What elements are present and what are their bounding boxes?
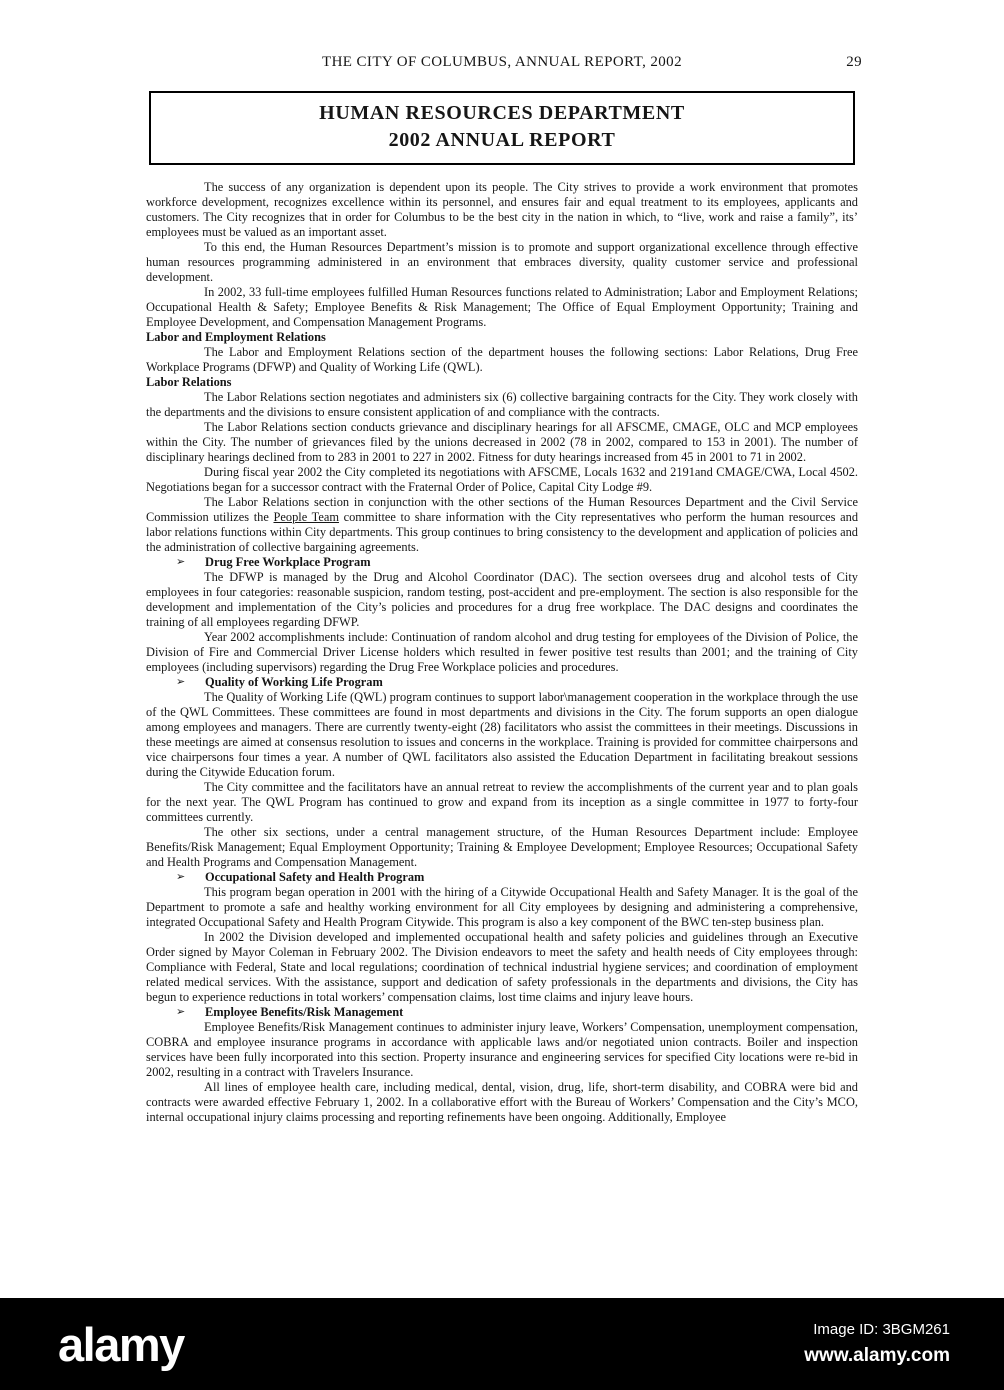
image-id: Image ID: 3BGM261 bbox=[813, 1321, 950, 1338]
section-heading: Labor and Employment Relations bbox=[146, 330, 326, 344]
underlined-text: People Team bbox=[273, 510, 339, 524]
paragraph: The City committee and the facilitators have an annual retreat to review the accomplishments of the current year and to plan goals for the next year. The QWL Program has continued to grow and expand from its inception as a single committee in 1977 to forty-four committees currently. bbox=[146, 780, 858, 824]
bullet-heading-label: Quality of Working Life Program bbox=[205, 675, 383, 689]
text-run: committee to share information with the City representatives who perform the human resources and labor relations functions within City departments. This group continues to bring consistency to the development and application of policies and the administration of collective bargaining agreements. bbox=[146, 510, 859, 554]
paragraph: During fiscal year 2002 the City completed its negotiations with AFSCME, Locals 1632 and 2191and CMAGE/CWA, Local 4502. Negotiations began for a successor contract with the Fraternal Order of Police, Capital City Lodge #9. bbox=[146, 465, 858, 494]
bullet-heading-label: Employee Benefits/Risk Management bbox=[205, 1005, 404, 1019]
bullet-heading bbox=[146, 555, 858, 570]
paragraph: In 2002, 33 full-time employees fulfilled Human Resources functions related to Administration; Labor and Employment Relations; Occupational Health & Safety; Employee Benefits & Risk Management; The Office of Equal Employment Opportunity; Training and Employee Development, and Compensation Management Programs. bbox=[146, 285, 858, 329]
paragraph: To this end, the Human Resources Department’s mission is to promote and support organizational excellence through effective human resources programming administered in an environment that embraces diversity, quality customer service and professional development. bbox=[146, 240, 858, 284]
bullet-heading-label: Occupational Safety and Health Program bbox=[205, 870, 425, 884]
paragraph: All lines of employee health care, including medical, dental, vision, drug, life, short-term disability, and COBRA were bid and contracts were awarded effective February 1, 2002. In a collaborative effort with the Bureau of Workers’ Compensation and the City’s MCO, internal occupational injury claims processing and reporting refinements have been ongoing. Additionally, Employee bbox=[146, 1080, 858, 1124]
paragraph bbox=[146, 495, 858, 555]
paragraph: Year 2002 accomplishments include: Continuation of random alcohol and drug testing for employees of the Division of Police, the Division of Fire and Commercial Driver License holders which resulted in fewer positive test results than 2001; and the training of City employees (including supervisors) regarding the Drug Free Workplace policies and procedures. bbox=[146, 630, 858, 674]
paragraph: The DFWP is managed by the Drug and Alcohol Coordinator (DAC). The section oversees drug and alcohol tests of City employees in four categories: reasonable suspicion, random testing, post-accident and pre-employment. The section is also responsible for the development and implementation of the City’s policies and procedures for a drug free workplace. The DAC designs and coordinates the training of all employees regarding DFWP. bbox=[146, 570, 858, 629]
paragraph: The Labor and Employment Relations section of the department houses the following sections: Labor Relations, Drug Free Workplace Programs (DFWP) and Quality of Working Life (QWL). bbox=[146, 345, 858, 374]
bullet-arrow-icon: ➢ bbox=[176, 676, 186, 688]
bullet-arrow-icon: ➢ bbox=[176, 1006, 186, 1018]
report-title-line1: HUMAN RESOURCES DEPARTMENT bbox=[319, 102, 685, 124]
bullet-arrow-icon: ➢ bbox=[176, 871, 186, 883]
paragraph: The Labor Relations section conducts grievance and disciplinary hearings for all AFSCME, CMAGE, OLC and MCP employees within the City. The number of grievances filed by the unions decreased in 2002 (78 in 2002, compared to 153 in 2001). The number of disciplinary hearings declined from to 283 in 2001 to 227 in 2002. Fitness for duty hearings increased from 45 in 2001 to 71 in 2002. bbox=[146, 420, 858, 464]
page-header bbox=[0, 0, 1004, 71]
paragraph: Employee Benefits/Risk Management continues to administer injury leave, Workers’ Compensation, unemployment compensation, COBRA and employee insurance programs in accordance with applicable laws and/or negotiated union contracts. Boiler and inspection services have been fully incorporated into this section. Property insurance and engineering services for specified City locations were re-bid in 2002, resulting in a contract with Travelers Insurance. bbox=[146, 1020, 858, 1079]
document-body bbox=[146, 180, 858, 1125]
page-number: 29 bbox=[846, 54, 862, 70]
paragraph: The Labor Relations section negotiates and administers six (6) collective bargaining contracts for the City. They work closely with the departments and the divisions to ensure consistent application of and compliance with the contracts. bbox=[146, 390, 858, 419]
paragraph: The other six sections, under a central management structure, of the Human Resources Department include: Employee Benefits/Risk Management; Equal Employment Opportunity; Training & Employee Development; Employee Resources; Occupational Safety and Health Programs and Compensation Management. bbox=[146, 825, 858, 869]
alamy-watermark-bar bbox=[0, 1298, 1004, 1390]
bullet-heading bbox=[146, 1005, 858, 1020]
paragraph: In 2002 the Division developed and implemented occupational health and safety policies and guidelines through an Executive Order signed by Mayor Coleman in February 2002. The Division endeavors to meet the safety and health needs of City employees through: Compliance with Federal, State and local regulations; coordination of technical industrial hygiene services; and coordination of employment related medical services. With the assistance, support and dedication of safety professionals in the departments and divisions, the City has begun to experience reductions in total workers’ compensation claims, lost time claims and injury leave hours. bbox=[146, 930, 858, 1004]
header-title: THE CITY OF COLUMBUS, ANNUAL REPORT, 2002 bbox=[322, 54, 682, 70]
paragraph: The success of any organization is dependent upon its people. The City strives to provide a work environment that promotes workforce development, recognizes excellence within its personnel, and ensures fair and equal treatment to its employees, applicants and customers. The City recognizes that in order for Columbus to be the best city in the nation in which, to “live, work and raise a family”, its’ employees must be valued as an important asset. bbox=[146, 180, 858, 239]
report-title-line2: 2002 ANNUAL REPORT bbox=[388, 129, 616, 151]
bullet-heading-label: Drug Free Workplace Program bbox=[205, 555, 371, 569]
section-heading: Labor Relations bbox=[146, 375, 232, 389]
text-run: The Labor Relations section in conjunction with the other sections of the Human Resources Department and the Civil Service Commission utilizes the bbox=[146, 495, 858, 524]
title-box bbox=[149, 91, 855, 165]
alamy-url: www.alamy.com bbox=[804, 1345, 950, 1366]
paragraph: The Quality of Working Life (QWL) program continues to support labor\management cooperation in the workplace through the use of the QWL Committees. These committees are found in most departments and divisions in the City. The forum supports an open dialogue among employees and managers. There are currently twenty-eight (28) facilitators who assist the committees in their meetings. Discussions in these meetings are aimed at consensus resolution to issues and concerns in the workplace. Training is provided for committee chairpersons and vice chairpersons four times a year. A number of QWL facilitators also assisted the Education Department in facilitating breakout sessions during the Citywide Education forum. bbox=[146, 690, 858, 779]
bullet-arrow-icon: ➢ bbox=[176, 556, 186, 568]
watermark-info bbox=[804, 1321, 950, 1367]
bullet-heading bbox=[146, 675, 858, 690]
alamy-logo: alamy bbox=[58, 1317, 184, 1371]
bullet-heading bbox=[146, 870, 858, 885]
paragraph: This program began operation in 2001 with the hiring of a Citywide Occupational Health and Safety Manager. It is the goal of the Department to promote a safe and healthy working environment for all City employees by designing and administering a comprehensive, integrated Occupational Safety and Health Program Citywide. This program is also a key component of the BWC ten-step business plan. bbox=[146, 885, 858, 929]
